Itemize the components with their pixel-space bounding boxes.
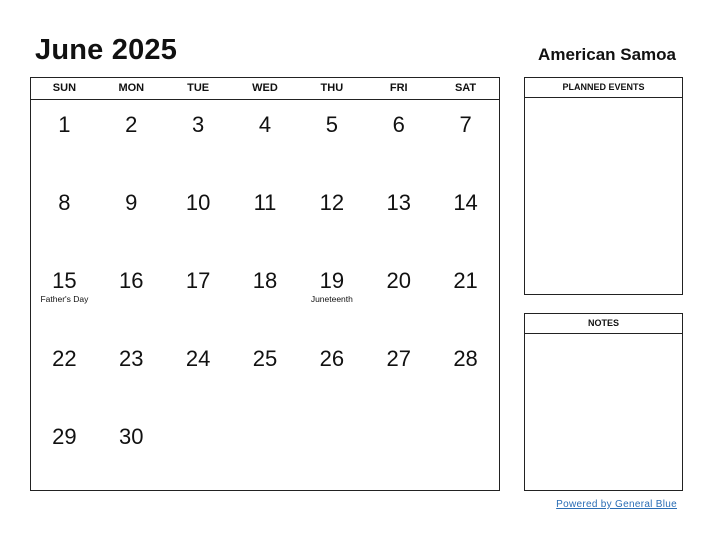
planned-events-panel	[524, 77, 683, 295]
day-cell	[298, 412, 365, 490]
day-number: 20	[386, 268, 411, 293]
day-cell	[365, 334, 432, 412]
day-number: 25	[252, 346, 278, 371]
day-cell	[31, 178, 98, 256]
day-cell	[298, 178, 365, 256]
day-number	[232, 412, 299, 424]
day-number: 6	[392, 112, 405, 137]
day-number: 3	[192, 112, 205, 137]
day-number: 17	[185, 268, 211, 293]
weekday-sat: SAT	[454, 82, 477, 94]
day-cell	[232, 256, 299, 334]
day-number: 24	[185, 346, 211, 371]
day-number: 30	[119, 424, 144, 449]
page-title: June 2025	[35, 34, 178, 66]
day-cell	[98, 334, 165, 412]
day-cell	[365, 256, 432, 334]
day-cell	[365, 178, 432, 256]
day-number: 10	[185, 190, 211, 215]
day-number: 11	[253, 190, 277, 215]
day-number: 4	[258, 112, 272, 137]
day-number	[165, 412, 232, 424]
day-number: 27	[386, 346, 411, 371]
day-number: 28	[453, 346, 478, 371]
day-number: 2	[125, 112, 138, 137]
day-cell	[232, 100, 299, 178]
day-number	[432, 412, 499, 424]
day-cell	[98, 100, 165, 178]
day-number: 19	[319, 268, 345, 293]
day-cell	[432, 178, 499, 256]
day-number: 8	[58, 190, 71, 215]
day-cell	[31, 100, 98, 178]
day-cell	[232, 178, 299, 256]
day-cell	[298, 334, 365, 412]
day-number: 23	[119, 346, 144, 371]
day-number: 22	[52, 346, 77, 371]
day-cell	[298, 100, 365, 178]
weekday-wed: WED	[252, 82, 278, 94]
day-cell	[165, 256, 232, 334]
day-cell	[232, 412, 299, 490]
day-number: 29	[52, 424, 77, 449]
weekday-mon: MON	[118, 82, 145, 94]
day-cell	[232, 334, 299, 412]
day-cell	[165, 412, 232, 490]
day-number	[365, 412, 432, 424]
day-cells	[31, 100, 499, 490]
day-number: 1	[58, 112, 71, 137]
day-cell	[31, 334, 98, 412]
holiday-label: Father's Day	[40, 294, 89, 304]
day-cell	[31, 256, 98, 334]
day-cell	[98, 412, 165, 490]
planned-events-heading: PLANNED EVENTS	[525, 78, 682, 98]
day-number: 12	[319, 190, 345, 215]
day-cell	[365, 412, 432, 490]
weekday-thu: THU	[320, 82, 344, 94]
day-cell	[432, 256, 499, 334]
day-cell	[165, 100, 232, 178]
day-number	[298, 412, 365, 424]
day-number: 26	[319, 346, 345, 371]
weekday-header	[31, 78, 499, 100]
day-number: 5	[325, 112, 338, 137]
weekday-fri: FRI	[389, 82, 408, 94]
day-number: 9	[125, 190, 138, 215]
notes-panel	[524, 313, 683, 491]
calendar-grid	[30, 77, 500, 491]
day-cell	[98, 256, 165, 334]
day-number: 13	[386, 190, 411, 215]
day-cell	[365, 100, 432, 178]
day-cell	[432, 412, 499, 490]
notes-heading: NOTES	[525, 314, 682, 334]
day-cell	[98, 178, 165, 256]
day-cell	[432, 334, 499, 412]
day-number: 7	[459, 112, 472, 137]
day-number: 21	[453, 268, 478, 293]
weekday-tue: TUE	[187, 82, 210, 94]
day-number: 15	[52, 268, 77, 293]
day-number: 16	[119, 268, 144, 293]
day-cell	[31, 412, 98, 490]
day-number: 18	[252, 268, 278, 293]
day-cell	[298, 256, 365, 334]
day-cell	[432, 100, 499, 178]
day-cell	[165, 178, 232, 256]
powered-by-link[interactable]: Powered by General Blue	[556, 499, 677, 510]
region-label: American Samoa	[538, 45, 676, 64]
day-number: 14	[453, 190, 478, 215]
day-cell	[165, 334, 232, 412]
holiday-label: Juneteenth	[310, 294, 353, 304]
weekday-sun: SUN	[52, 82, 77, 94]
